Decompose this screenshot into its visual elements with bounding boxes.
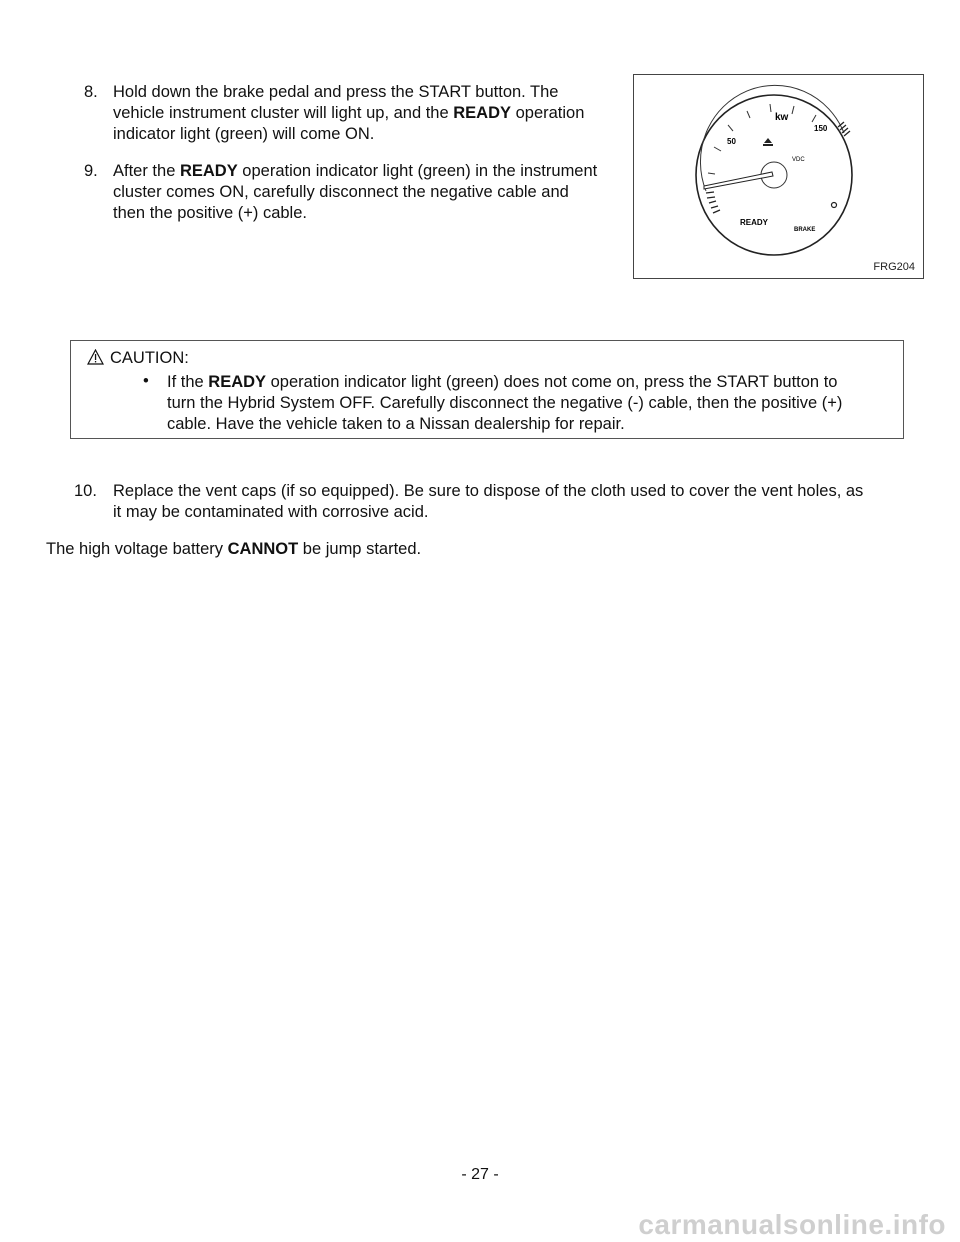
- text-line: Hold down the brake pedal and press the START button. The: [113, 83, 559, 101]
- text-line: turn the Hybrid System OFF. Carefully disconnect the negative (-) cable, then the positive (+): [167, 394, 843, 412]
- text-line: The high voltage battery CANNOT be jump started.: [46, 540, 422, 558]
- text-line: cable. Have the vehicle taken to a Nissan dealership for repair.: [167, 415, 625, 433]
- instrument-cluster-figure: [633, 74, 924, 279]
- step-number: 10.: [74, 482, 97, 500]
- caution-text: [167, 372, 897, 435]
- page-number: - 27 -: [461, 1166, 499, 1183]
- step-number: 9.: [84, 162, 98, 180]
- indicator-lamp-icon: [832, 203, 837, 208]
- bold-term: READY: [453, 104, 512, 122]
- text-line: After the READY operation indicator light (green) in the instrument: [113, 162, 598, 180]
- brake-indicator-label: BRAKE: [794, 227, 816, 233]
- jump-start-note: [46, 539, 906, 560]
- gauge-hatch-low: [706, 192, 720, 213]
- bold-term: READY: [208, 373, 267, 391]
- text-line: Replace the vent caps (if so equipped). Be sure to dispose of the cloth used to cover the vent holes, as: [113, 482, 864, 500]
- step-text: [113, 82, 633, 145]
- caution-heading: [87, 348, 189, 369]
- gauge-mark-150: 150: [814, 124, 828, 133]
- bullet-icon: •: [143, 372, 149, 390]
- bold-term: READY: [179, 162, 238, 180]
- text-line: it may be contaminated with corrosive acid.: [113, 503, 429, 521]
- text-line: If the READY operation indicator light (green) does not come on, press the START button to: [167, 373, 838, 391]
- ready-indicator-label: READY: [740, 218, 769, 227]
- bold-term: CANNOT: [227, 540, 299, 558]
- caution-box: [70, 340, 904, 439]
- text-line: vehicle instrument cluster will light up, and the READY operation: [113, 104, 585, 122]
- figure-label: FRG204: [873, 261, 915, 273]
- warning-lamp-icon: [763, 138, 773, 146]
- step-text: [113, 481, 913, 523]
- step-number: 8.: [84, 83, 98, 101]
- text-line: cluster comes ON, carefully disconnect the negative cable and: [113, 183, 569, 201]
- caution-title: CAUTION:: [110, 349, 189, 367]
- vdc-indicator-label: VDC: [792, 157, 805, 163]
- text-line: indicator light (green) will come ON.: [113, 125, 375, 143]
- gauge-illustration: [634, 75, 923, 278]
- watermark-text: carmanualsonline.info: [638, 1209, 946, 1240]
- watermark-bar: [0, 1208, 960, 1242]
- warning-triangle-icon: [87, 349, 104, 365]
- gauge-mark-50: 50: [727, 137, 736, 146]
- gauge-ticks: [708, 104, 816, 174]
- step-text: [113, 161, 633, 224]
- text-line: then the positive (+) cable.: [113, 204, 307, 222]
- gauge-unit-label: kw: [775, 112, 789, 123]
